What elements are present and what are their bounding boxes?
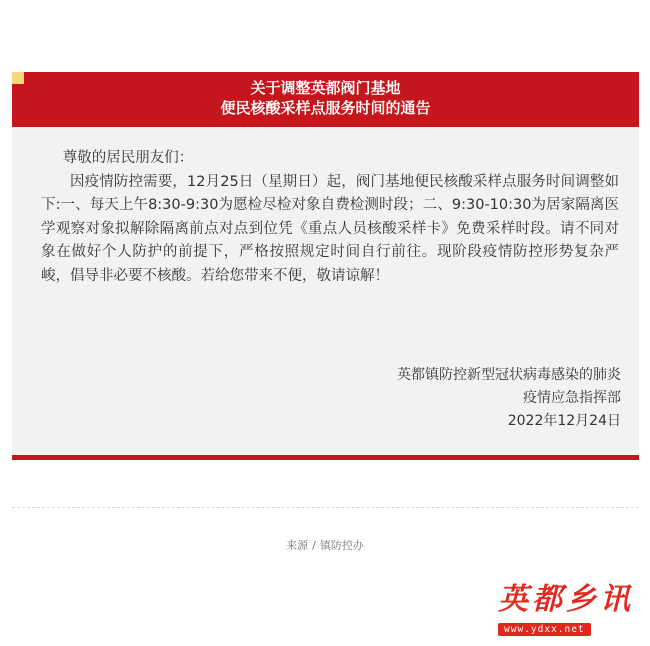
header-corner-accent: [12, 72, 24, 84]
signature-org-line-2: 疫情应急指挥部: [523, 390, 621, 406]
notice-header: [12, 72, 639, 127]
signature-org-line-1: 英都镇防控新型冠状病毒感染的肺炎: [397, 367, 621, 383]
notice-bottom-bar: [12, 455, 639, 460]
notice-paragraph: 因疫情防控需要，12月25日（星期日）起，阀门基地便民核酸采样点服务时间调整如下:一、每天上午8:30-9:30为愿检尽检对象自费检测时段；二、9:30-10:30为居家隔离医学观察对象拟解除隔离前点对点到位凭《重点人员核酸采样卡》免费采样时段。请不同对象在做好个人防护的前提下，严格按照规定时间自行前往。现阶段疫情防控形势复杂严峻，倡导非必要不核酸。若给您带来不便，敬请谅解！: [41, 173, 619, 284]
watermark-logo: [498, 583, 643, 643]
signature-date: 2022年12月24日: [507, 413, 621, 429]
notice-signature: [397, 364, 621, 433]
source-value: 镇防控办: [319, 539, 364, 552]
dashed-divider: [12, 507, 639, 508]
source-separator: /: [312, 539, 316, 552]
source-line: [0, 537, 650, 553]
source-label: 来源: [286, 539, 309, 552]
notice-card: [12, 72, 639, 460]
notice-title-line-1: 关于调整英都阀门基地: [250, 79, 401, 97]
watermark-brand-text: 英都乡讯: [498, 582, 634, 617]
notice-body: [41, 147, 619, 288]
notice-greeting: 尊敬的居民朋友们：: [62, 150, 194, 166]
notice-title-line-2: 便民核酸采样点服务时间的通告: [220, 99, 431, 117]
watermark-url: www.ydxx.net: [498, 623, 591, 636]
